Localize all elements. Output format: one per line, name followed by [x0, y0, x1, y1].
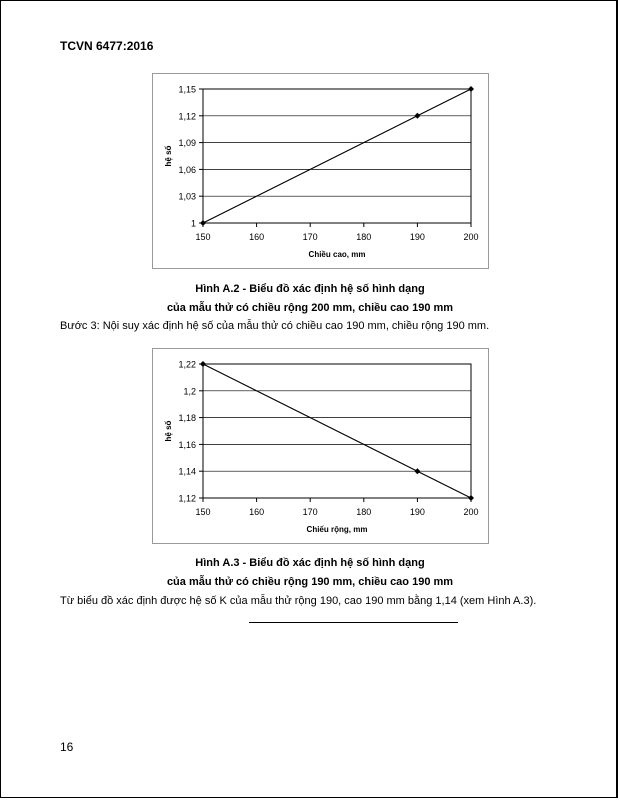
data-point	[414, 468, 420, 474]
x-tick-label: 150	[195, 507, 211, 517]
series-line	[203, 89, 471, 223]
y-tick-label: 1,18	[178, 413, 196, 424]
x-tick-label: 170	[302, 507, 318, 517]
conclusion-paragraph: Từ biểu đồ xác định được hệ số K của mẫu thử rộng 190, cao 190 mm bằng 1,14 (xem Hình A.3).	[60, 595, 537, 607]
data-point	[468, 495, 474, 501]
x-tick-label: 180	[356, 507, 372, 517]
x-tick-label: 160	[249, 507, 265, 517]
x-tick-label: 200	[463, 232, 479, 242]
y-tick-label: 1,03	[178, 191, 196, 202]
y-tick-label: 1,12	[178, 111, 196, 122]
y-tick-label: 1,15	[178, 84, 196, 95]
x-tick-label: 190	[409, 232, 425, 242]
figure-a2-caption-line1: Hình A.2 - Biểu đồ xác định hệ số hình dạng	[195, 283, 425, 295]
data-point	[468, 86, 474, 92]
y-tick-label: 1,16	[178, 439, 196, 450]
page-number: 16	[60, 740, 74, 754]
y-tick-label: 1,06	[178, 164, 196, 175]
y-tick-label: 1,22	[178, 359, 196, 370]
chart-a2-svg	[153, 74, 488, 268]
figure-a2-caption-line2: của mẫu thử có chiều rộng 200 mm, chiều cao 190 mm	[166, 302, 454, 314]
x-tick-label: 200	[463, 507, 479, 517]
document-code: TCVN 6477:2016	[60, 39, 154, 53]
x-tick-label: 150	[195, 232, 211, 242]
y-tick-label: 1,09	[178, 138, 196, 149]
y-tick-label: 1,12	[178, 493, 196, 504]
series-line	[203, 364, 471, 498]
y-axis-label: hệ số	[164, 145, 173, 167]
figure-a3-caption-line2: của mẫu thử có chiều rộng 190 mm, chiều cao 190 mm	[166, 576, 454, 588]
x-tick-label: 190	[409, 507, 425, 517]
step3-paragraph: Bước 3: Nội suy xác định hệ số của mẫu thử có chiều cao 190 mm, chiều rộng 190 mm.	[60, 320, 490, 332]
data-point	[200, 220, 206, 226]
figure-a3-caption-line1: Hình A.3 - Biểu đồ xác định hệ số hình dạng	[195, 557, 425, 569]
y-tick-label: 1	[190, 218, 196, 229]
x-axis-label: Chiều cao, mm	[308, 250, 366, 259]
x-axis-label: Chiếu rộng, mm	[306, 525, 368, 534]
x-tick-label: 160	[249, 232, 265, 242]
chart-figure-a3	[152, 348, 489, 544]
chart-a3-svg	[153, 349, 488, 543]
y-axis-label: hệ số	[164, 420, 173, 442]
data-point	[200, 361, 206, 367]
end-rule	[249, 622, 458, 623]
y-tick-label: 1,2	[183, 386, 196, 397]
chart-figure-a2	[152, 73, 489, 269]
x-tick-label: 170	[302, 232, 318, 242]
y-tick-label: 1,14	[178, 466, 196, 477]
data-point	[414, 113, 420, 119]
x-tick-label: 180	[356, 232, 372, 242]
